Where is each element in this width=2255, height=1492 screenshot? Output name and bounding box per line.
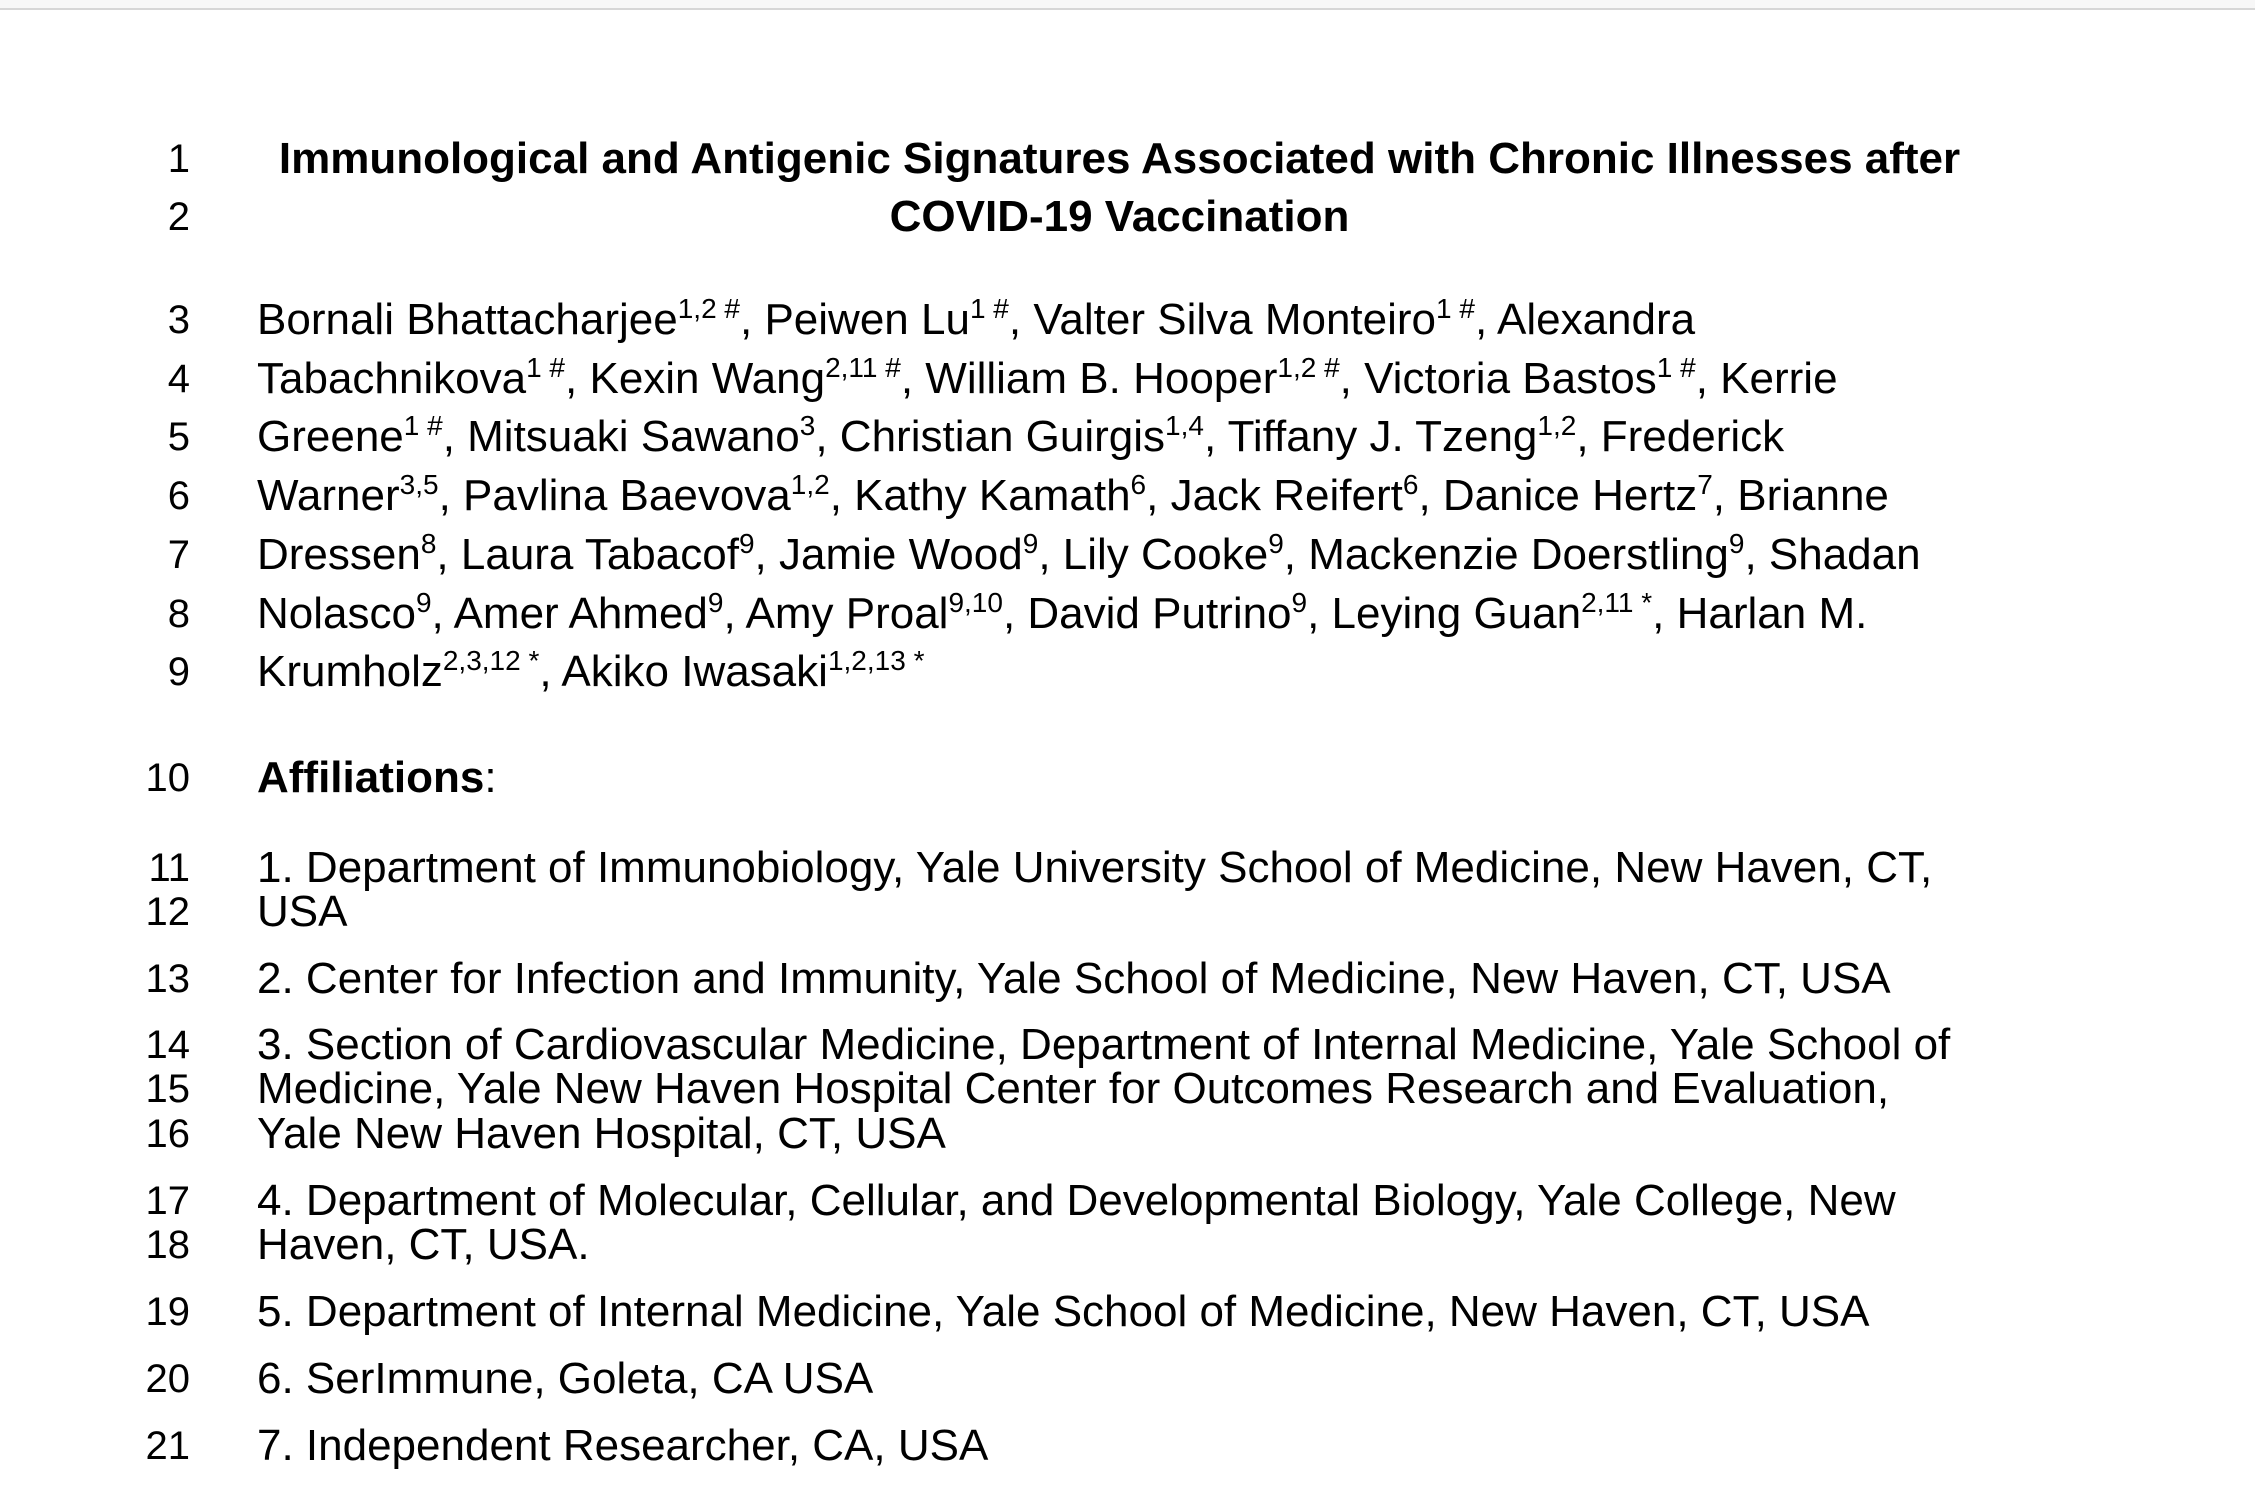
author-name-run: , Valter Silva Monteiro [1008,295,1437,344]
author-name-run: , David Putrino [1002,589,1292,638]
author-name-run: , Victoria Bastos [1339,354,1657,403]
author-name-run: , Kathy Kamath [829,471,1131,520]
affiliation-text: 4. Department of Molecular, Cellular, and Developmental Biology, Yale College, New [257,1176,1896,1225]
affiliation-superscript: 1,2 # [677,293,740,324]
affiliation-superscript: 1,2,13 * [827,645,925,676]
line-number: 8 [167,592,190,636]
affiliation-superscript: 6 [1130,469,1147,500]
author-line [0,645,2255,696]
paper-title-continued: COVID-19 Vaccination [889,192,1350,241]
line-number: 3 [167,298,190,342]
author-list-line [257,645,925,696]
author-line [0,352,2255,403]
author-name-run: , Kexin Wang [565,354,826,403]
line-number: 7 [167,533,190,577]
affiliation-superscript: 9 [738,528,755,559]
line-number: 5 [167,415,190,459]
affiliation-line [0,1178,2255,1224]
affiliation-superscript: 3 [799,410,816,441]
affiliation-line [0,1423,2255,1469]
author-name-run: Dressen [257,530,421,579]
line-number: 20 [145,1357,190,1401]
affiliation-superscript: 2,11 # [825,352,901,383]
affiliation-superscript: 1 # [526,352,566,383]
affiliations-heading-line [0,755,2255,801]
author-name-run: , Amy Proal [723,589,949,638]
affiliation-text: 5. Department of Internal Medicine, Yale School of Medicine, New Haven, CT, USA [257,1287,1870,1336]
affiliation-text: 3. Section of Cardiovascular Medicine, Department of Internal Medicine, Yale School of [257,1020,1951,1069]
author-line [0,587,2255,638]
affiliation-superscript: 9 [1268,528,1284,559]
affiliation-superscript: 1,2 [790,469,830,500]
author-name-run: , Mitsuaki Sawano [442,412,800,461]
affiliation-superscript: 1 # [969,293,1009,324]
author-name-run: , Pavlina Baevova [438,471,791,520]
author-name-run: Nolasco [257,589,416,638]
affiliation-superscript: 9 [415,587,432,618]
affiliation-line [0,1222,2255,1268]
author-name-run: Krumholz [257,647,443,696]
author-line [0,293,2255,344]
affiliation-text: Medicine, Yale New Haven Hospital Center for Outcomes Research and Evaluation, [257,1064,1890,1113]
line-number: 19 [145,1290,190,1334]
author-list-line [257,587,1868,638]
top-toolbar-edge [0,0,2255,10]
author-name-run: , Kerrie [1695,354,1838,403]
author-name-run: , Laura Tabacof [436,530,739,579]
affiliation-superscript: 8 [420,528,437,559]
affiliation-superscript: 9 [1022,528,1039,559]
affiliations-heading-label: Affiliations [257,753,485,802]
affiliation-superscript: 1 # [1436,293,1475,324]
author-list-line [257,410,1785,461]
line-number: 21 [145,1424,190,1468]
line-number: 16 [145,1112,190,1156]
affiliation-text: 1. Department of Immunobiology, Yale University School of Medicine, New Haven, CT, [257,843,1933,892]
affiliation-text: 6. SerImmune, Goleta, CA USA [257,1354,874,1403]
line-number: 17 [145,1179,190,1223]
affiliation-line [0,845,2255,891]
line-number: 12 [145,890,190,934]
author-name-run: , William B. Hooper [900,354,1278,403]
affiliation-superscript: 9,10 [948,587,1003,618]
affiliation-line [0,889,2255,935]
author-name-run: , Peiwen Lu [740,295,970,344]
author-name-run: , Frederick [1576,412,1785,461]
affiliation-line [0,1356,2255,1402]
affiliation-superscript: 6 [1402,469,1419,500]
line-number: 2 [167,195,190,239]
affiliation-text: Haven, CT, USA. [257,1220,590,1269]
author-line [0,410,2255,461]
affiliation-line [0,1022,2255,1068]
author-name-run: Bornali Bhattacharjee [257,295,678,344]
author-name-run: Warner [257,471,400,520]
author-name-run: Tabachnikova [257,354,527,403]
affiliation-line [0,1289,2255,1335]
author-name-run: , Jack Reifert [1146,471,1403,520]
line-number: 6 [167,474,190,518]
affiliation-superscript: 9 [1291,587,1308,618]
author-name-run: , Christian Guirgis [815,412,1166,461]
affiliation-superscript: 1,2 # [1277,352,1340,383]
line-number: 4 [167,357,190,401]
author-list-line [257,293,1696,344]
author-line [0,469,2255,520]
paper-title: Immunological and Antigenic Signatures Associated with Chronic Illnesses after [278,134,1961,183]
affiliation-superscript: 1,2 [1537,410,1577,441]
affiliation-superscript: 2,11 * [1581,587,1653,618]
author-name-run: , Jamie Wood [754,530,1023,579]
author-list-line [257,352,1838,403]
line-number: 18 [145,1223,190,1267]
line-number: 13 [145,957,190,1001]
author-name-run: , Tiffany J. Tzeng [1203,412,1538,461]
author-name-run: , Danice Hertz [1418,471,1698,520]
affiliation-text: 2. Center for Infection and Immunity, Yale School of Medicine, New Haven, CT, USA [257,954,1891,1003]
author-name-run: , Harlan M. [1652,589,1868,638]
affiliation-text: USA [257,887,348,936]
line-number: 11 [148,846,190,890]
affiliation-line [0,1111,2255,1157]
author-name-run: , Alexandra [1474,295,1696,344]
author-line [0,528,2255,579]
author-name-run: Greene [257,412,404,461]
author-name-run: , Amer Ahmed [431,589,708,638]
affiliation-superscript: 9 [1728,528,1745,559]
affiliation-superscript: 1 # [1656,352,1696,383]
author-name-run: , Mackenzie Doerstling [1283,530,1729,579]
affiliation-superscript: 9 [707,587,724,618]
author-list-line [257,469,1889,520]
affiliation-line [0,956,2255,1002]
author-name-run: , Lily Cooke [1038,530,1269,579]
author-name-run: , Leying Guan [1307,589,1582,638]
author-name-run: , Akiko Iwasaki [539,647,828,696]
affiliations-heading [257,755,497,801]
title-line-1 [0,136,2255,182]
affiliation-superscript: 1 # [403,410,443,441]
author-name-run: , Shadan [1744,530,1921,579]
affiliation-line [0,1066,2255,1112]
affiliation-superscript: 2,3,12 * [442,645,540,676]
affiliation-text: 7. Independent Researcher, CA, USA [257,1421,989,1470]
line-number: 14 [145,1023,190,1067]
affiliation-text: Yale New Haven Hospital, CT, USA [257,1109,946,1158]
title-line-2 [0,194,2255,240]
line-number: 10 [145,756,190,800]
affiliation-superscript: 3,5 [399,469,439,500]
affiliations-heading-colon: : [484,753,497,802]
line-number: 15 [145,1067,190,1111]
author-name-run: , Brianne [1712,471,1889,520]
line-number: 1 [167,137,190,181]
affiliation-superscript: 1,4 [1165,410,1204,441]
author-list-line [257,528,1921,579]
line-number: 9 [167,650,190,694]
affiliation-superscript: 7 [1697,469,1713,500]
